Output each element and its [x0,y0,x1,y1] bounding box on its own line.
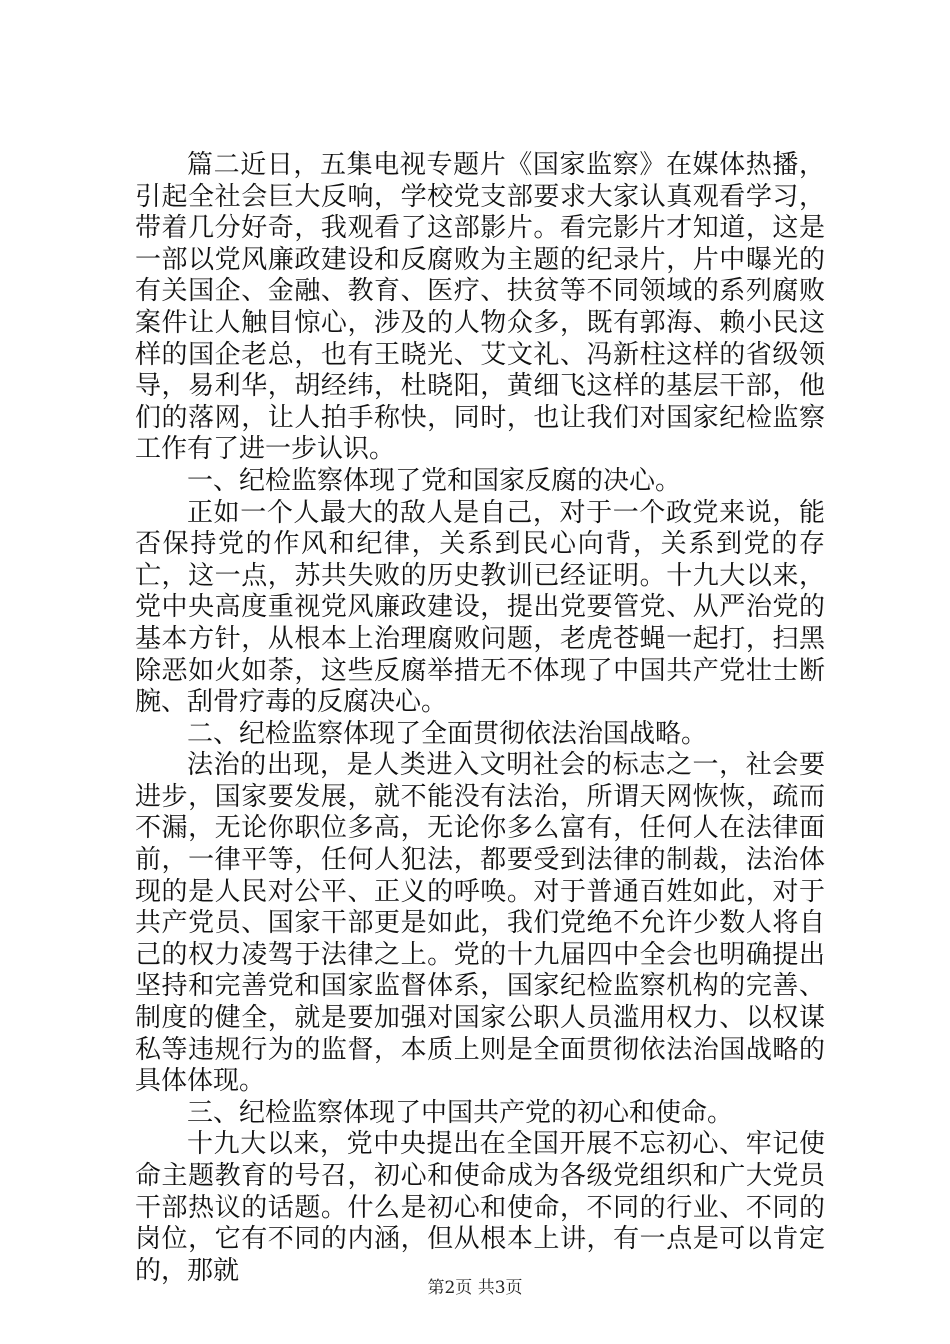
paragraph-section-2: 法治的出现，是人类进入文明社会的标志之一，社会要进步，国家要发展，就不能没有法治，所谓天网恢恢，疏而不漏，无论你职位多高，无论你多么富有，任何人在法律面前，一律平等，任何人犯法，都要受到法律的制裁，法治体现的是人民对公平、正义的呼唤。对于普通百姓如此，对于共产党员、国家干部更是如此，我们党绝不允许少数人将自己的权力凌驾于法律之上。党的十九届四中全会也明确提出坚持和完善党和国家监督体系，国家纪检监察机构的完善、制度的健全，就是要加强对国家公职人员滥用权力、以权谋私等违规行为的监督，本质上则是全面贯彻依法治国战略的具体体现。 [135,750,825,1097]
paragraph-intro: 篇二近日，五集电视专题片《国家监察》在媒体热播，引起全社会巨大反响，学校党支部要求大家认真观看学习，带着几分好奇，我观看了这部影片。看完影片才知道，这是一部以党风廉政建设和反腐败为主题的纪录片，片中曝光的有关国企、金融、教育、医疗、扶贫等不同领域的系列腐败案件让人触目惊心，涉及的人物众多，既有郭海、赖小民这样的国企老总，也有王晓光、艾文礼、冯新柱这样的省级领导，易利华，胡经纬，杜晓阳，黄细飞这样的基层干部，他们的落网，让人拍手称快，同时，也让我们对国家纪检监察工作有了进一步认识。 [135,150,825,465]
section-heading-1: 一、纪检监察体现了党和国家反腐的决心。 [187,465,682,496]
paragraph-section-3: 十九大以来，党中央提出在全国开展不忘初心、牢记使命主题教育的号召，初心和使命成为各级党组织和广大党员干部热议的话题。什么是初心和使命，不同的行业、不同的岗位，它有不同的内涵，但从根本上讲，有一点是可以肯定的，那就 [135,1129,825,1286]
section-heading-3: 三、纪检监察体现了中国共产党的初心和使命。 [187,1097,734,1128]
paragraph-section-1: 正如一个人最大的敌人是自己，对于一个政党来说，能否保持党的作风和纪律，关系到民心向背，关系到党的存亡，这一点，苏共失败的历史教训已经证明。十九大以来，党中央高度重视党风廉政建设，提出党要管党、从严治党的基本方针，从根本上治理腐败问题，老虎苍蝇一起打，扫黑除恶如火如荼，这些反腐举措无不体现了中国共产党壮士断腕、刮骨疗毒的反腐决心。 [135,497,825,718]
page-footer: 第2页 共3页 [427,1278,523,1298]
document-body [135,150,825,1287]
section-heading-2: 二、纪检监察体现了全面贯彻依法治国战略。 [187,718,708,749]
